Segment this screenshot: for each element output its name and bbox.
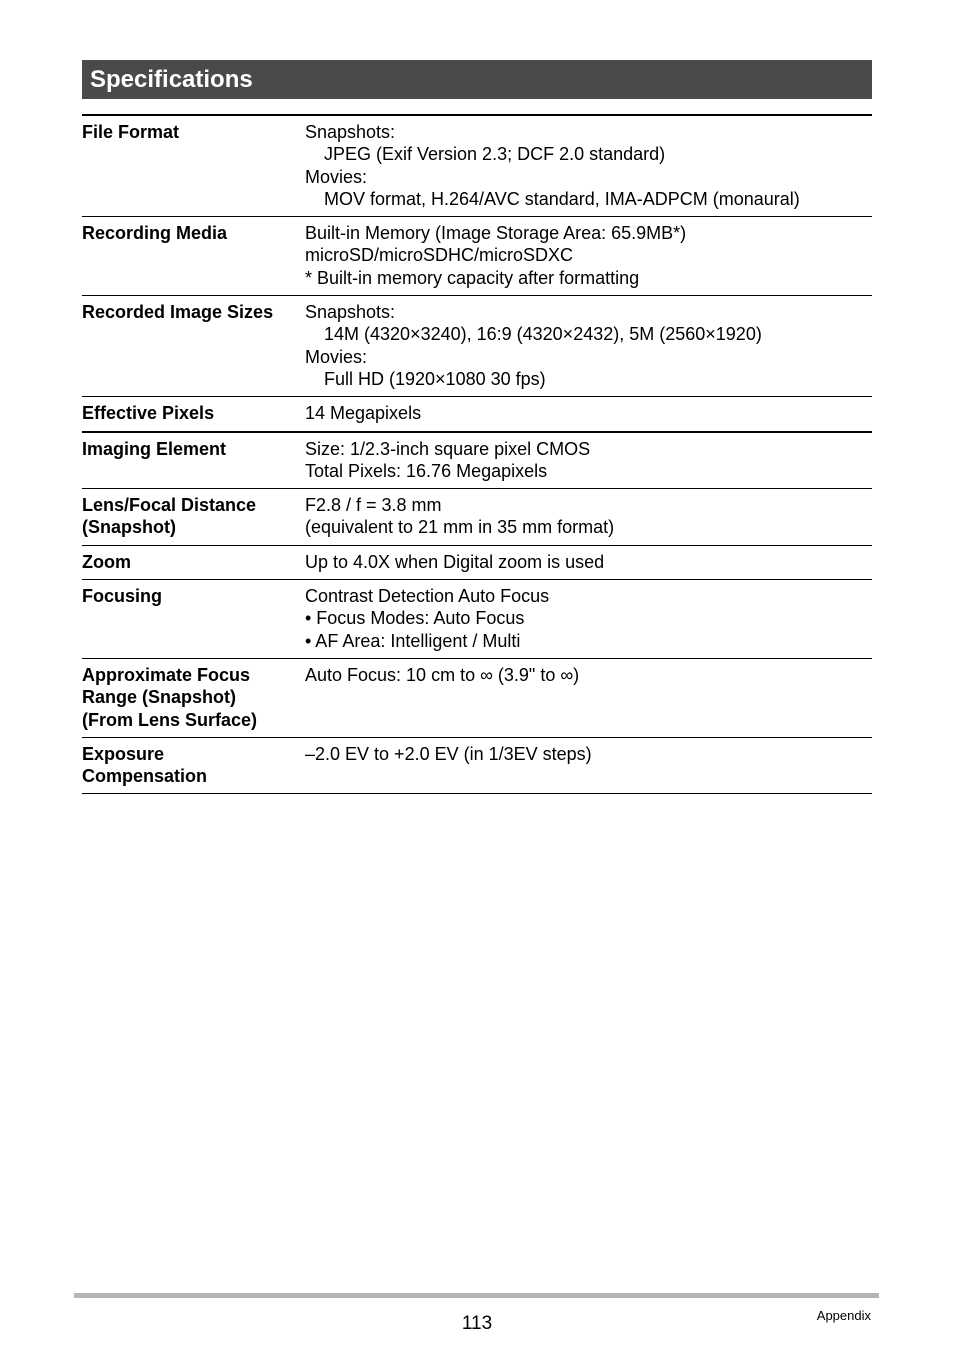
spec-label-line: Approximate Focus xyxy=(82,664,251,685)
spec-value-line: Total Pixels: 16.76 Megapixels xyxy=(305,460,548,481)
spec-value-line: 14M (4320×3240), 16:9 (4320×2432), 5M (2560×1920) xyxy=(324,324,762,345)
footer-divider xyxy=(74,1293,879,1298)
spec-value-line: Contrast Detection Auto Focus xyxy=(305,586,550,607)
spec-value xyxy=(305,222,872,289)
spec-value-line: 14 Megapixels xyxy=(305,403,422,424)
spec-row xyxy=(82,296,872,397)
section-title: Specifications xyxy=(82,60,872,99)
spec-label-line: Effective Pixels xyxy=(82,403,215,424)
spec-value-line: –2.0 EV to +2.0 EV (in 1/3EV steps) xyxy=(305,743,592,764)
spec-row xyxy=(82,217,872,296)
spec-value xyxy=(305,121,872,210)
spec-value-line: Movies: xyxy=(305,346,368,367)
spec-row xyxy=(82,433,872,490)
spec-value-line: microSD/microSDHC/microSDXC xyxy=(305,245,574,266)
spec-row xyxy=(82,489,872,546)
spec-label xyxy=(82,743,305,788)
spec-value-line: (equivalent to 21 mm in 35 mm format) xyxy=(305,517,615,538)
spec-label xyxy=(82,301,305,390)
spec-row xyxy=(82,659,872,738)
spec-value-line: Snapshots: xyxy=(305,302,396,323)
spec-value-line: • Focus Modes: Auto Focus xyxy=(305,608,525,629)
spec-label-line: File Format xyxy=(82,122,180,142)
spec-label xyxy=(82,494,305,539)
spec-label-line: Zoom xyxy=(82,551,131,572)
spec-label xyxy=(82,222,305,289)
footer-section-name: Appendix xyxy=(816,1308,871,1323)
spec-value-line: Full HD (1920×1080 30 fps) xyxy=(324,368,546,389)
spec-value-line: Movies: xyxy=(305,166,368,187)
spec-label-line: (Snapshot) xyxy=(82,517,176,538)
spec-label-line: Exposure xyxy=(82,743,165,764)
spec-value-line: • AF Area: Intelligent / Multi xyxy=(305,630,521,651)
spec-label-line: Range (Snapshot) xyxy=(82,687,237,708)
spec-value xyxy=(305,438,872,483)
spec-value-line: F2.8 / f = 3.8 mm xyxy=(305,495,442,516)
spec-value-line: MOV format, H.264/AVC standard, IMA-ADPCM (monaural) xyxy=(324,188,800,209)
spec-value-line: Size: 1/2.3-inch square pixel CMOS xyxy=(305,438,591,459)
spec-label-line: Focusing xyxy=(82,586,162,607)
specifications-table xyxy=(82,114,872,794)
spec-label xyxy=(82,438,305,483)
spec-label-line: Recorded Image Sizes xyxy=(82,302,274,323)
spec-label-line: (From Lens Surface) xyxy=(82,709,258,730)
spec-value xyxy=(305,494,872,539)
spec-label xyxy=(82,551,305,573)
spec-value xyxy=(305,301,872,390)
spec-label-line: Lens/Focal Distance xyxy=(82,495,257,516)
spec-value-line: Auto Focus: 10 cm to ∞ (3.9" to ∞) xyxy=(305,664,580,685)
spec-row xyxy=(82,738,872,795)
spec-label xyxy=(82,585,305,652)
spec-value xyxy=(305,743,872,788)
spec-label xyxy=(82,664,305,731)
spec-label-line: Compensation xyxy=(82,766,208,787)
spec-value-line: Up to 4.0X when Digital zoom is used xyxy=(305,551,605,572)
spec-label xyxy=(82,121,305,210)
spec-value xyxy=(305,664,872,731)
spec-value xyxy=(305,585,872,652)
spec-row xyxy=(82,580,872,659)
spec-value-line: JPEG (Exif Version 2.3; DCF 2.0 standard) xyxy=(324,144,666,165)
spec-label-line: Imaging Element xyxy=(82,438,227,459)
spec-label-line: Recording Media xyxy=(82,223,228,244)
spec-value-line: Built-in Memory (Image Storage Area: 65.9MB*) xyxy=(305,223,687,244)
spec-value xyxy=(305,402,872,424)
spec-value-line: Snapshots: xyxy=(305,122,396,142)
spec-label xyxy=(82,402,305,424)
page-number: 113 xyxy=(461,1313,493,1334)
spec-value-line: * Built-in memory capacity after formatting xyxy=(305,267,640,288)
spec-row xyxy=(82,116,872,217)
spec-value xyxy=(305,551,872,573)
spec-row xyxy=(82,546,872,580)
spec-row xyxy=(82,397,872,432)
